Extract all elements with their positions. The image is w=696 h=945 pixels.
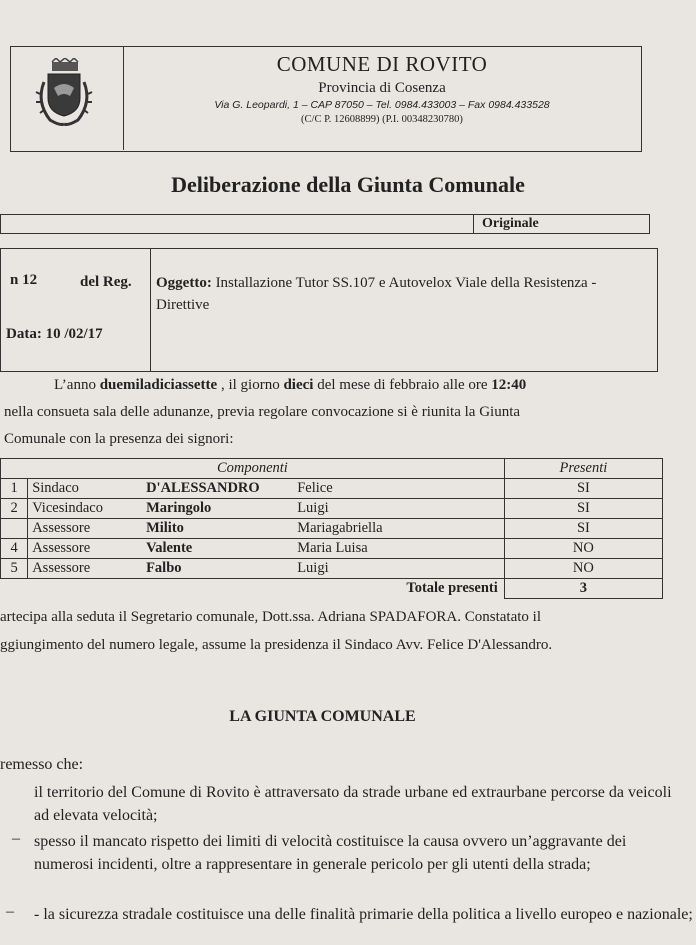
row-presente: NO bbox=[504, 539, 662, 559]
header-presenti: Presenti bbox=[504, 459, 662, 479]
address-line: Via G. Leopardi, 1 – CAP 87050 – Tel. 0984.433003 – Fax 0984.433528 bbox=[214, 99, 550, 111]
row-presente: SI bbox=[504, 479, 662, 499]
row-number: 1 bbox=[1, 479, 28, 499]
premessa-item-2: spesso il mancato rispetto dei limiti di velocità costituisce la causa ovvero un’aggravante dei numerosi incidenti, oltre a rappresentare in generale pericolo per gli utenti della strada; bbox=[34, 833, 627, 873]
totale-row bbox=[1, 579, 663, 599]
row-number: 2 bbox=[1, 499, 28, 519]
row-cognome: Falbo bbox=[142, 559, 293, 579]
intro-line-2: nella consueta sala delle adunanze, previa regolare convocazione si è riunita la Giunta bbox=[4, 404, 521, 420]
provincia: Provincia di Cosenza bbox=[318, 80, 446, 96]
oggetto-text: Installazione Tutor SS.107 e Autovelox Viale della Resistenza - Direttive bbox=[156, 275, 597, 313]
row-cognome: Milito bbox=[142, 519, 293, 539]
table-row bbox=[1, 559, 663, 579]
row-cognome: Valente bbox=[142, 539, 293, 559]
oggetto bbox=[156, 272, 646, 316]
row-ruolo: Sindaco bbox=[28, 479, 142, 499]
totale-label: Totale presenti bbox=[1, 579, 505, 599]
row-ruolo: Assessore bbox=[28, 539, 142, 559]
totale-value: 3 bbox=[504, 579, 662, 599]
anno: duemiladiciassette bbox=[99, 377, 218, 393]
row-number bbox=[1, 519, 28, 539]
row-ruolo: Assessore bbox=[28, 559, 142, 579]
table-row bbox=[1, 499, 663, 519]
premessa-item-1: il territorio del Comune di Rovito è attraversato da strade urbane ed extraurbane percorse da veicoli ad elevata velocità; bbox=[34, 784, 672, 824]
originale-label: Originale bbox=[482, 216, 539, 231]
members-table bbox=[0, 458, 663, 599]
intro-line-3: Comunale con la presenza dei signori: bbox=[4, 431, 234, 447]
table-row bbox=[1, 539, 663, 559]
registro-divider bbox=[150, 248, 151, 372]
partecipa-line-1: artecipa alla seduta il Segretario comunale, Dott.ssa. Adriana SPADAFORA. Constatato il bbox=[0, 609, 542, 625]
comune-prefix: COMUNE DI bbox=[276, 52, 406, 76]
municipal-crest-logo bbox=[30, 58, 98, 132]
ora: 12:40 bbox=[491, 377, 527, 393]
intro-text-c: del mese di febbraio alle ore bbox=[313, 377, 492, 393]
bullet-dash: – bbox=[12, 830, 20, 847]
intro-text-b: , il giorno bbox=[217, 377, 284, 393]
premesso-label: remesso che: bbox=[0, 756, 84, 773]
del-reg-label: del Reg. bbox=[80, 274, 132, 290]
originale-divider bbox=[473, 214, 474, 234]
giunta-heading: LA GIUNTA COMUNALE bbox=[229, 708, 416, 725]
comune-title bbox=[124, 52, 640, 77]
row-cognome: Maringolo bbox=[142, 499, 293, 519]
row-cognome: D'ALESSANDRO bbox=[142, 479, 293, 499]
premessa-item-3: - la sicurezza stradale costituisce una delle finalità primarie della politica a livello europeo e nazionale; bbox=[34, 906, 693, 923]
row-number: 4 bbox=[1, 539, 28, 559]
row-number: 5 bbox=[1, 559, 28, 579]
intro-text-a: L’anno bbox=[54, 377, 100, 393]
bullet-dash: – bbox=[6, 903, 14, 920]
row-nome: Maria Luisa bbox=[293, 539, 504, 559]
row-presente: SI bbox=[504, 519, 662, 539]
row-ruolo: Vicesindaco bbox=[28, 499, 142, 519]
row-nome: Felice bbox=[293, 479, 504, 499]
row-nome: Mariagabriella bbox=[293, 519, 504, 539]
fiscal-codes: (C/C P. 12608899) (P.I. 00348230780) bbox=[301, 114, 463, 125]
header-componenti: Componenti bbox=[1, 459, 505, 479]
table-header-row bbox=[1, 459, 663, 479]
partecipa-line-2: ggiungimento del numero legale, assume la presidenza il Sindaco Avv. Felice D'Alessandro. bbox=[0, 637, 553, 653]
intro-line-1 bbox=[54, 372, 526, 399]
numero-delibera: n 12 bbox=[10, 272, 38, 288]
oggetto-label: Oggetto: bbox=[156, 275, 212, 291]
table-row bbox=[1, 519, 663, 539]
comune-name: ROVITO bbox=[405, 52, 488, 76]
row-ruolo: Assessore bbox=[28, 519, 142, 539]
row-presente: NO bbox=[504, 559, 662, 579]
row-nome: Luigi bbox=[293, 559, 504, 579]
data-delibera: Data: 10 /02/17 bbox=[6, 326, 103, 342]
table-row bbox=[1, 479, 663, 499]
giorno: dieci bbox=[283, 377, 314, 393]
originale-box bbox=[0, 214, 650, 234]
row-nome: Luigi bbox=[293, 499, 504, 519]
document-title: Deliberazione della Giunta Comunale bbox=[171, 172, 525, 197]
row-presente: SI bbox=[504, 499, 662, 519]
